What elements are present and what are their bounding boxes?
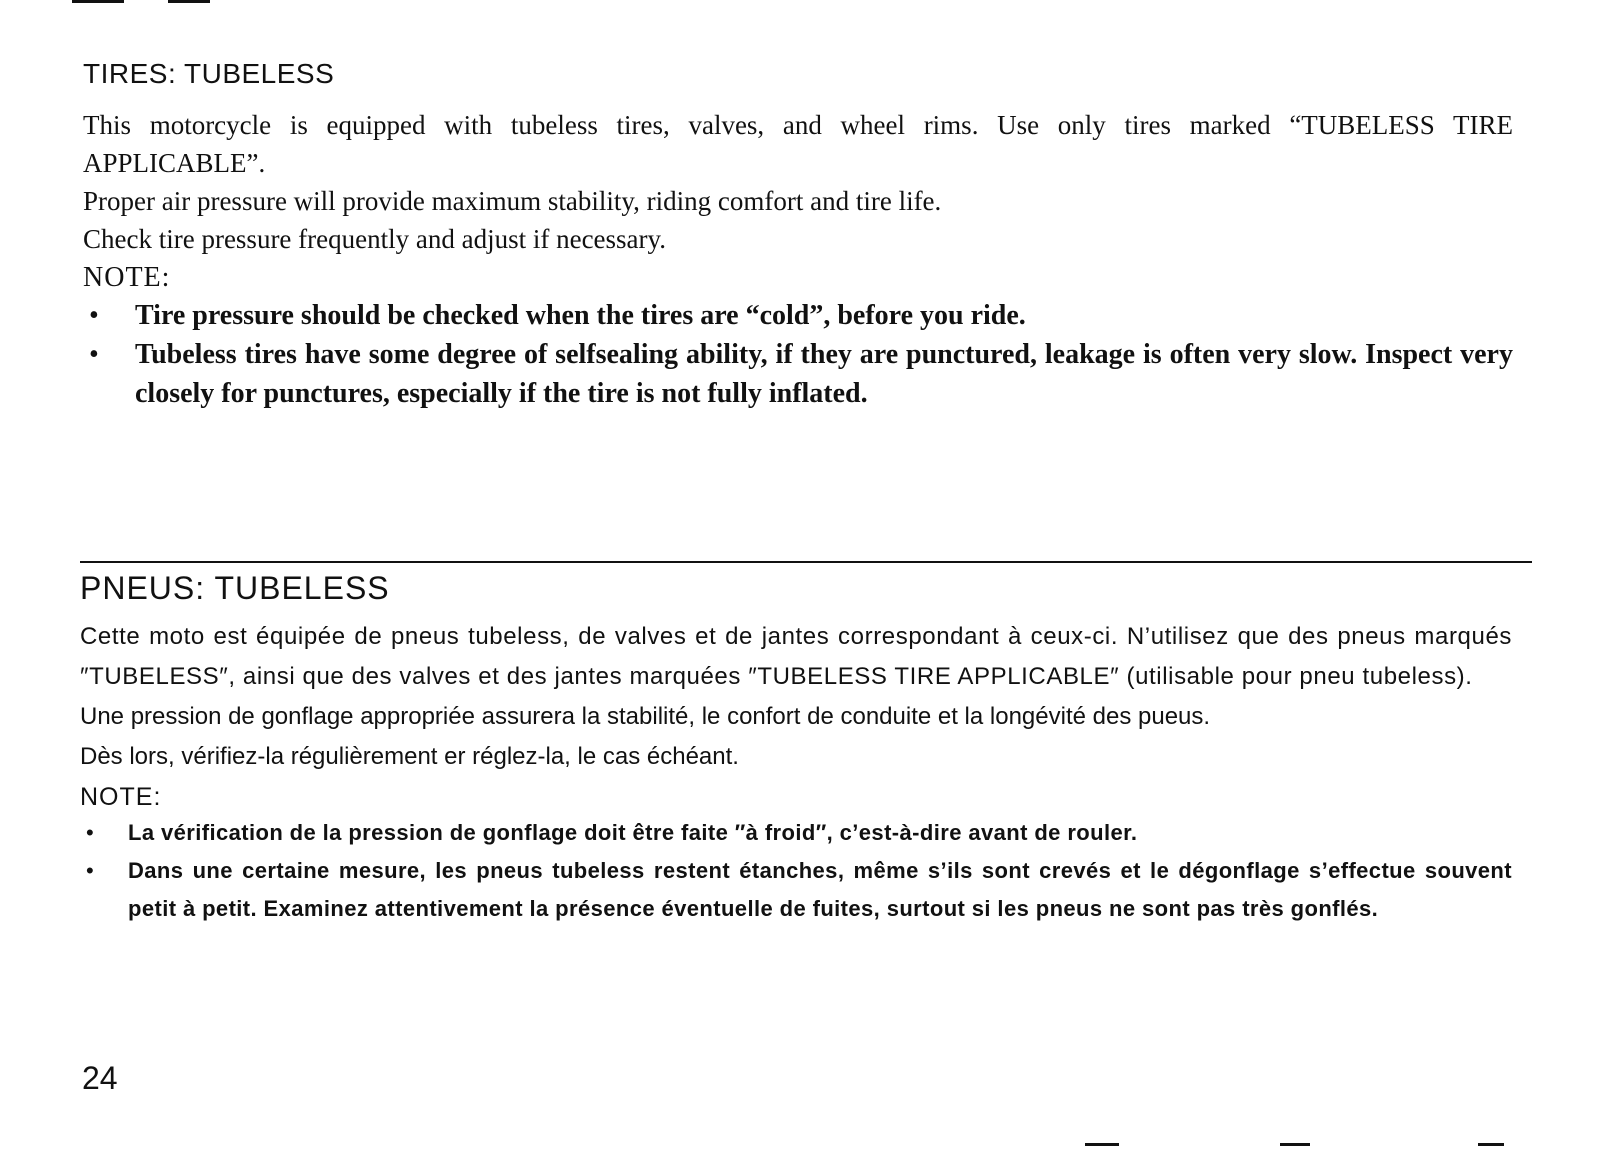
scan-edge-mark [168,0,210,3]
scan-edge-mark [1478,1143,1504,1146]
french-paragraph-2: Une pression de gonflage appropriée assurera la stabilité, le confort de conduite et la longévité des pueus. [80,703,1211,730]
english-note-item [83,335,1513,413]
english-paragraph-3: Check tire pressure frequently and adjust if necessary. [83,224,667,254]
bullet-icon: • [86,858,95,883]
english-note-text: Tire pressure should be checked when the tires are “cold”, before you ride. [135,300,1026,331]
scan-edge-mark [1085,1143,1119,1146]
section-title-english: TIRES: TUBELESS [83,58,335,89]
english-note-text: Tubeless tires have some degree of selfsealing ability, if they are punctured, leakage is often very slow. Inspect very closely for punctures, especially if the tire is not fully inflated. [135,339,1513,409]
english-paragraph-2: Proper air pressure will provide maximum stability, riding comfort and tire life. [83,186,942,216]
french-section [80,570,1512,928]
french-paragraph-3: Dès lors, vérifiez-la régulièrement er réglez-la, le cas échéant. [80,743,739,770]
french-note-list [80,814,1512,928]
bullet-icon: • [89,300,99,331]
french-paragraph-1: Cette moto est équipée de pneus tubeless, de valves et de jantes correspondant à ceux-ci. N’utilisez que des pneus marqués ″TUBELESS″, ainsi que des valves et des jantes marquées ″TUBELESS TIRE APPLICABLE″ (utilisable pour pneu tubeless). [80,623,1512,690]
scan-edge-mark [1280,1143,1310,1146]
english-note-list [83,296,1513,413]
bullet-icon: • [89,339,99,370]
page-number: 24 [82,1060,118,1096]
english-paragraph-1: This motorcycle is equipped with tubeless tires, valves, and wheel rims. Use only tires marked “TUBELESS TIRE APPLICABLE”. [83,110,1513,178]
english-note-label: NOTE: [83,262,171,293]
section-title-french: PNEUS: TUBELESS [80,570,390,606]
scan-edge-mark [72,0,124,3]
section-divider [80,561,1532,563]
english-note-item [83,296,1513,335]
french-note-item [80,814,1512,852]
french-note-text: Dans une certaine mesure, les pneus tubeless restent étanches, même s’ils sont crevés et le dégonflage s’effectue souvent petit à petit. Examinez attentivement la présence éventuelle de fuites, surtout si les pneus ne sont pas très gonflés. [128,858,1512,921]
bullet-icon: • [86,820,95,845]
french-note-label: NOTE: [80,783,162,811]
french-note-item [80,852,1512,928]
english-section [83,58,1513,413]
french-note-text: La vérification de la pression de gonflage doit être faite ″à froid″, c’est-à-dire avant de rouler. [128,820,1138,845]
